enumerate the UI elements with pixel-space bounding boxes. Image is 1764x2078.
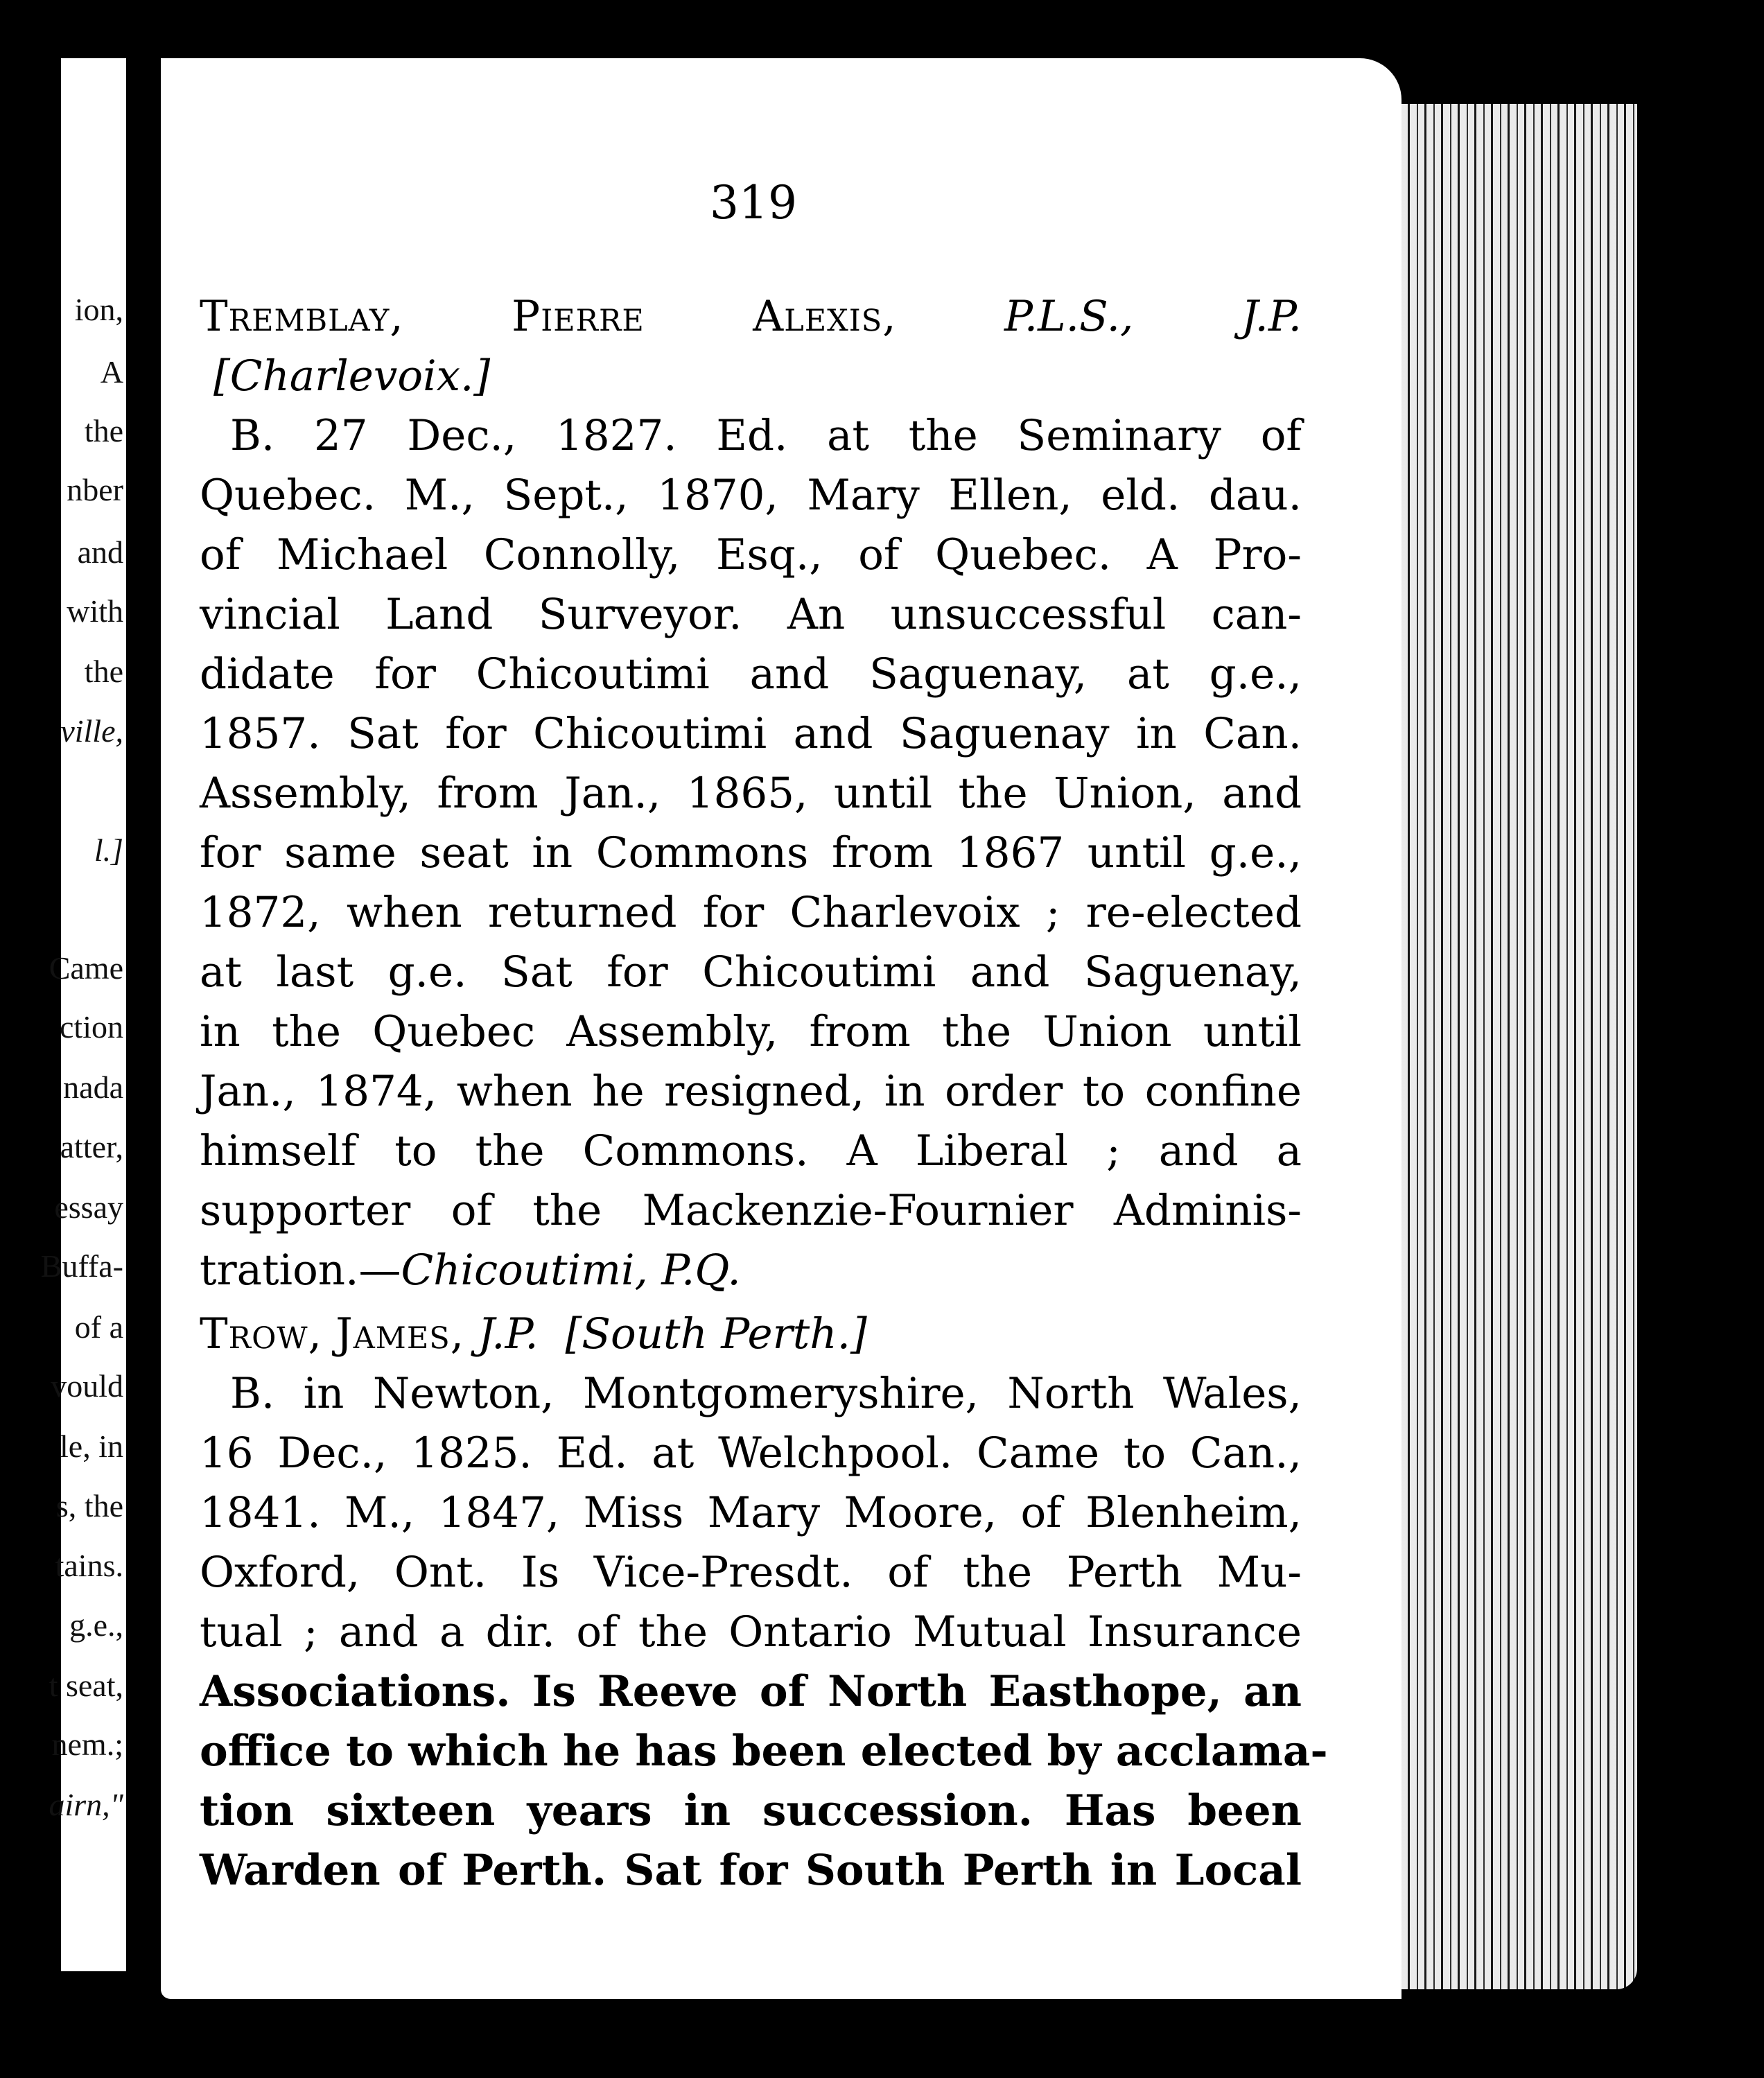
main-page bbox=[161, 58, 1401, 1999]
prev-page-text: le, in bbox=[60, 1429, 123, 1464]
prev-page-text: ction bbox=[60, 1009, 123, 1045]
entry-surname: Tremblay, bbox=[200, 292, 404, 341]
entry-text-line: supporter of the Mackenzie-Fournier Adminis- bbox=[200, 1186, 1302, 1235]
entry-text-line: in the Quebec Assembly, from the Union until bbox=[200, 1007, 1302, 1056]
prev-page-text: tains. bbox=[55, 1548, 123, 1583]
prev-page-text: ville, bbox=[60, 713, 123, 749]
entry-text-line: tion sixteen years in succession. Has been bbox=[200, 1786, 1302, 1835]
entry-heading bbox=[200, 1304, 1302, 1364]
prev-page-text: nem.; bbox=[51, 1727, 123, 1762]
prev-page-text: ion, bbox=[74, 292, 123, 327]
entry-text-line: B. in Newton, Montgomeryshire, North Wales, bbox=[230, 1369, 1302, 1418]
entry-text-line: 1872, when returned for Charlevoix ; re-elected bbox=[200, 888, 1302, 937]
prev-page-text: vould bbox=[51, 1368, 123, 1404]
entry-text-line: Oxford, Ont. Is Vice-Presdt. of the Perth Mu- bbox=[200, 1548, 1302, 1597]
entry-residence: Chicoutimi, P.Q. bbox=[401, 1246, 741, 1295]
entry-text-line: didate for Chicoutimi and Saguenay, at g.e., bbox=[200, 649, 1302, 699]
entry-text-line: B. 27 Dec., 1827. Ed. at the Seminary of bbox=[230, 411, 1302, 460]
prev-page-text: nada bbox=[63, 1069, 123, 1105]
entry-text-line: of Michael Connolly, Esq., of Quebec. A Pro- bbox=[200, 530, 1302, 579]
prev-page-text: A bbox=[100, 354, 123, 390]
entry-text-line: Assembly, from Jan., 1865, until the Union, and bbox=[200, 769, 1302, 818]
entry-closing-line bbox=[200, 1241, 1302, 1300]
prev-page-text: and bbox=[77, 534, 123, 570]
entry-titles: J.P. bbox=[478, 1309, 539, 1359]
entry-given-names: Pierre Alexis, bbox=[512, 292, 897, 341]
entry-constituency: [South Perth.] bbox=[565, 1309, 867, 1359]
entry-text-line: himself to the Commons. A Liberal ; and a bbox=[200, 1126, 1302, 1176]
entry-text-line: at last g.e. Sat for Chicoutimi and Saguenay, bbox=[200, 948, 1302, 997]
entry-text-fragment: tration.— bbox=[200, 1246, 401, 1295]
entry-text-line: 1857. Sat for Chicoutimi and Saguenay in Can. bbox=[200, 709, 1302, 758]
prev-page-text: the bbox=[84, 413, 123, 448]
entry-given-names: James, bbox=[335, 1309, 465, 1359]
prev-page-text: t seat, bbox=[49, 1668, 123, 1703]
previous-page-fragment bbox=[40, 58, 126, 1971]
entry-text-line: tual ; and a dir. of the Ontario Mutual Insurance bbox=[200, 1607, 1302, 1657]
text-block bbox=[200, 287, 1328, 1901]
entry-text-line: office to which he has been elected by acclama- bbox=[200, 1727, 1328, 1776]
prev-page-text: Buffa- bbox=[40, 1248, 123, 1284]
prev-page-text: atter, bbox=[60, 1129, 123, 1164]
entry-titles: P.L.S., J.P. bbox=[1004, 292, 1302, 341]
prev-page-text: essay bbox=[54, 1189, 123, 1225]
entry-text-line: for same seat in Commons from 1867 until g.e., bbox=[200, 828, 1302, 878]
prev-page-text: nber bbox=[67, 472, 123, 507]
entry-constituency: [Charlevoix.] bbox=[213, 351, 491, 401]
prev-page-text: Came bbox=[49, 950, 123, 986]
entry-surname: Trow, bbox=[200, 1309, 322, 1359]
page-edge-stack bbox=[1401, 104, 1637, 1989]
entry-text-line: 1841. M., 1847, Miss Mary Moore, of Blenheim, bbox=[200, 1488, 1302, 1537]
prev-page-text: l.] bbox=[94, 832, 123, 868]
prev-page-text: s, the bbox=[55, 1488, 123, 1523]
page-number: 319 bbox=[710, 176, 797, 229]
entry-text-line: Warden of Perth. Sat for South Perth in Local bbox=[200, 1846, 1302, 1895]
entry-text-line: Quebec. M., Sept., 1870, Mary Ellen, eld. dau. bbox=[200, 471, 1302, 520]
entry-text-line: vincial Land Surveyor. An unsuccessful can- bbox=[200, 590, 1302, 639]
entry-text-line: Jan., 1874, when he resigned, in order to confine bbox=[200, 1067, 1302, 1116]
prev-page-text: with bbox=[67, 593, 123, 629]
prev-page-text: the bbox=[84, 654, 123, 689]
entry-heading bbox=[200, 287, 1302, 347]
prev-page-text: airn," bbox=[49, 1787, 123, 1822]
entry-text-line: Associations. Is Reeve of North Easthope, an bbox=[200, 1667, 1302, 1716]
entry-text-line: 16 Dec., 1825. Ed. at Welchpool. Came to Can., bbox=[200, 1429, 1302, 1478]
prev-page-text: g.e., bbox=[69, 1607, 123, 1643]
prev-page-text: of a bbox=[74, 1309, 123, 1345]
